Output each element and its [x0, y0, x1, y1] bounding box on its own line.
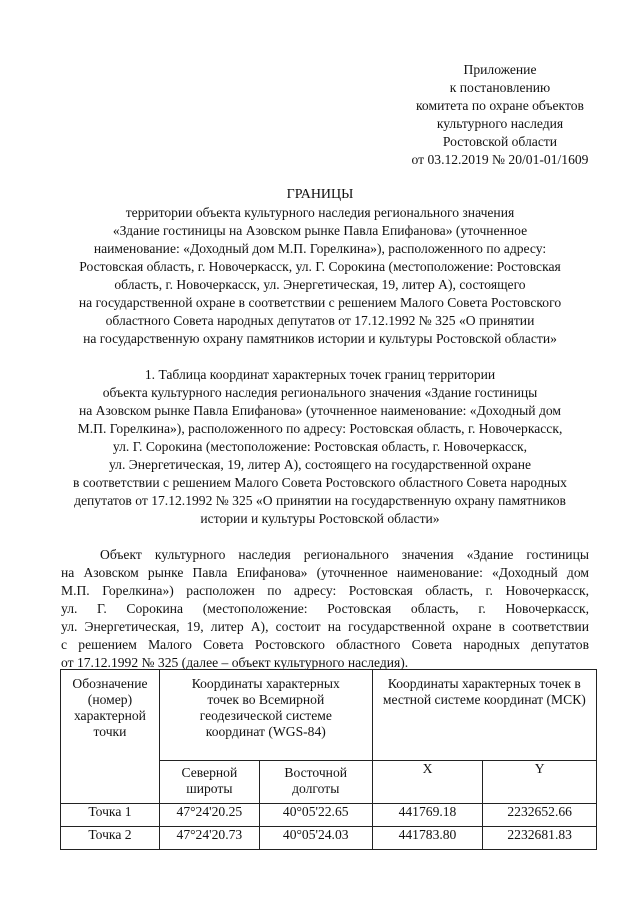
- document-title: ГРАНИЦЫ: [286, 187, 354, 202]
- section-title-line: 1. Таблица координат характерных точек границ территории: [144, 367, 496, 382]
- cell-longitude: 40°05'22.65: [259, 804, 372, 827]
- appendix-line: комитета по охране объектов: [416, 98, 584, 113]
- table-row: [61, 804, 597, 827]
- appendix-line: от 03.12.2019 № 20/01-01/1609: [411, 152, 589, 167]
- section-title-line: объекта культурного наследия регионального значения «Здание гостиницы: [102, 385, 538, 400]
- section-title-line: ул. Энергетическая, 19, литер А), состоящего на государственной охране: [108, 457, 532, 472]
- cell-point: Точка 2: [61, 827, 160, 850]
- cell-x: 441783.80: [372, 827, 483, 850]
- subtitle-line: «Здание гостиницы на Азовском рынке Павла Епифанова» (уточненное: [112, 223, 528, 238]
- appendix-line: культурного наследия: [436, 116, 564, 131]
- cell-y: 2232681.83: [483, 827, 597, 850]
- appendix-line: Приложение: [463, 62, 537, 77]
- header-designation: Обозначение (номер) характерной точки: [61, 670, 160, 804]
- section-title-line: М.П. Горелкина»), расположенного по адресу: Ростовская область, г. Новочеркасск,: [77, 421, 563, 436]
- cell-point: Точка 1: [61, 804, 160, 827]
- section-title-line: депутатов от 17.12.1992 № 325 «О принятии на государственную охрану памятников: [74, 493, 566, 508]
- table-header-row: [61, 670, 597, 761]
- section-title-line: ул. Г. Сорокина (местоположение: Ростовская область, г. Новочеркасск,: [112, 439, 528, 454]
- paragraph-line: Объект культурного наследия регионального значения «Здание гостиницы: [100, 547, 589, 562]
- header-east-longitude: Восточной долготы: [259, 761, 372, 804]
- table-row: [61, 827, 597, 850]
- cell-latitude: 47°24'20.25: [159, 804, 259, 827]
- paragraph-line: на Азовском рынке Павла Епифанова» (уточненное наименование: «Доходный дом: [61, 565, 589, 580]
- cell-y: 2232652.66: [483, 804, 597, 827]
- section-title-line: истории и культуры Ростовской области»: [200, 511, 440, 526]
- subtitle-line: областного Совета народных депутатов от 17.12.1992 № 325 «О принятии: [105, 313, 535, 328]
- header-wgs84: Координаты характерных точек во Всемирной геодезической системе координат (WGS-84): [159, 670, 372, 761]
- header-y: Y: [483, 761, 597, 804]
- subtitle-line: Ростовская область, г. Новочеркасск, ул. Г. Сорокина (местоположение: Ростовская: [79, 259, 561, 274]
- paragraph-line: от 17.12.1992 № 325 (далее – объект культурного наследия).: [61, 655, 409, 670]
- header-x: X: [372, 761, 483, 804]
- cell-x: 441769.18: [372, 804, 483, 827]
- subtitle-line: на государственную охрану памятников истории и культуры Ростовской области»: [83, 331, 557, 346]
- paragraph-line: с решением Малого Совета Ростовского областного Совета народных депутатов: [61, 637, 589, 652]
- appendix-line: к постановлению: [449, 80, 551, 95]
- paragraph-line: ул. Энергетическая, 19, литер А), состоит на государственной охране в соответствии: [61, 619, 589, 634]
- subtitle-line: на государственной охране в соответствии с решением Малого Совета Ростовского: [78, 295, 562, 310]
- subtitle-line: наименование: «Доходный дом М.П. Горелкина»), расположенного по адресу:: [93, 241, 547, 256]
- appendix-line: Ростовской области: [442, 134, 558, 149]
- cell-longitude: 40°05'24.03: [259, 827, 372, 850]
- cell-latitude: 47°24'20.73: [159, 827, 259, 850]
- header-msk: Координаты характерных точек в местной системе координат (МСК): [372, 670, 596, 761]
- header-north-latitude: Северной широты: [159, 761, 259, 804]
- section-title-line: в соответствии с решением Малого Совета Ростовского областного Совета народных: [73, 475, 567, 490]
- coordinates-table: [60, 669, 597, 850]
- section-title-line: на Азовском рынке Павла Епифанова» (уточненное наименование: «Доходный дом: [78, 403, 562, 418]
- subtitle-line: область, г. Новочеркасск, ул. Энергетическая, 19, литер А), состоящего: [114, 277, 526, 292]
- subtitle-line: территории объекта культурного наследия регионального значения: [125, 205, 515, 220]
- paragraph-line: М.П. Горелкина») расположен по адресу: Ростовская область, г. Новочеркасск,: [61, 583, 589, 598]
- paragraph-line: ул. Г. Сорокина (местоположение: Ростовская область, г. Новочеркасск,: [61, 601, 589, 616]
